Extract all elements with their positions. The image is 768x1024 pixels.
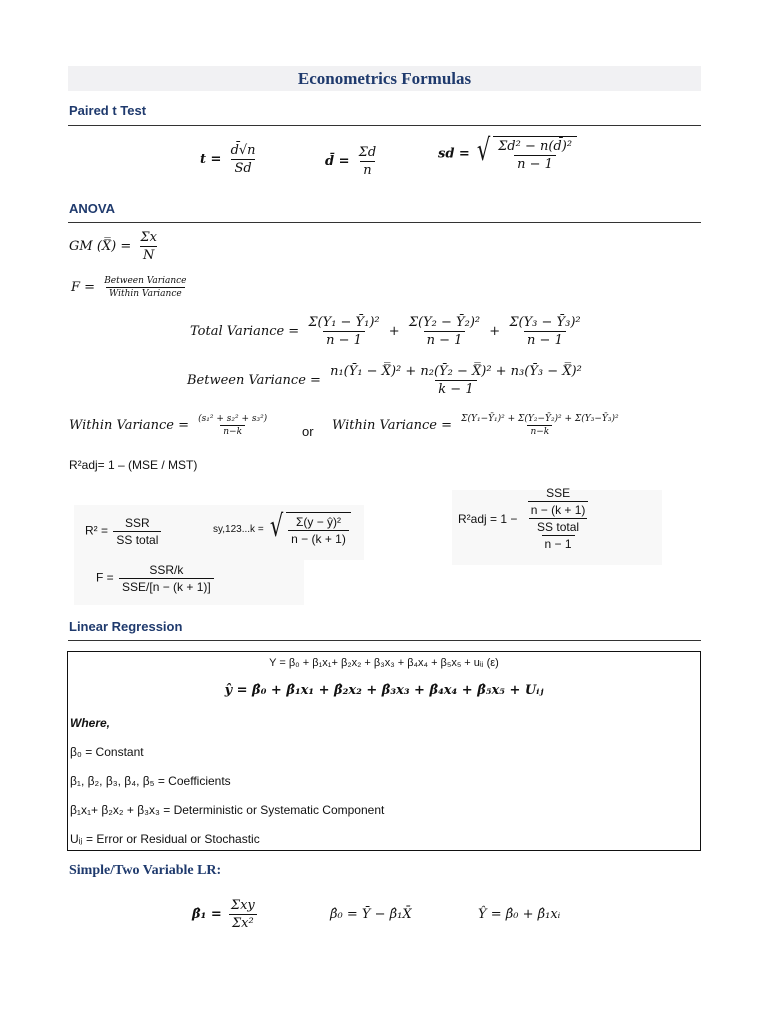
beta0-formula: β̂₀ = Ȳ − β̂₁X̄ <box>330 907 412 922</box>
within-variance-formula-2: Within Variance = $\frac{\text{Σ(Y₁−Ȳ₁)² + Σ(Y₂−Ȳ₂)² + Σ(Y₃−Ȳ₃)²}}{n-k}$ <box>332 414 619 437</box>
r2-adj-mse-formula: R²adj= 1 – (MSE / MST) <box>69 458 198 472</box>
definition-deterministic: β₁x₁+ β₂x₂ + β₃x₃ = Deterministic or Systematic Component <box>70 803 385 817</box>
within-variance-formula-1: Within Variance = $\frac{\text{(s₁² + s₂² + s₃²)}}{n-k}$ <box>69 414 268 437</box>
estimated-regression-equation: ŷ = β̂₀ + β̂₁x₁ + β̂₂x₂ + β̂₃x₃ + β̂₄x₄ + β̂₅x₅ + Uᵢⱼ <box>224 683 544 698</box>
t-statistic-formula: t = $\frac{d̄√n}{Sd}$ <box>200 143 256 176</box>
r-squared-formula: R² = $\frac{\text{SSR}}{\text{SS total}}$ <box>85 516 163 547</box>
predicted-y-formula: Ŷ = β̂₀ + β̂₁xᵢ <box>478 907 561 922</box>
or-text: or <box>302 424 314 439</box>
section-heading-paired-t: Paired t Test <box>69 103 147 118</box>
section-heading-linear-regression: Linear Regression <box>69 619 183 634</box>
standard-error-formula: sy,123...k = √ $\frac{\text{Σ(y − ŷ)²}}{n - (k + 1)}$ <box>213 512 351 546</box>
document-title: Econometrics Formulas <box>297 69 472 88</box>
f-statistic-formula: F = $\frac{\text{SSR/k}}{\text{SSE/[n − (k + 1)]}}$ <box>96 563 216 594</box>
where-label: Where, <box>70 716 111 730</box>
definition-error: Uᵢⱼ = Error or Residual or Stochastic <box>70 832 260 846</box>
section-rule <box>68 222 701 223</box>
definition-coefficients: β₁, β₂, β₃, β₄, β₅ = Coefficients <box>70 774 231 788</box>
definition-constant: β₀ = Constant <box>70 745 144 759</box>
section-heading-anova: ANOVA <box>69 201 115 216</box>
f-ratio-formula: F = $\frac{\text{Between Variance}}{\text{Within Variance}}$ <box>71 276 187 299</box>
linear-regression-box <box>67 651 701 851</box>
section-heading-simple-lr: Simple/Two Variable LR: <box>69 863 222 878</box>
total-variance-formula: Total Variance = $\frac{\text{Σ(Y₁ − Ȳ₁)²}}{n - 1}$ + $\frac{\text{Σ(Y₂ − Ȳ₂)²}}{n - 1}$ + $\frac{\text{Σ(Y₃ − Ȳ₃)²}}{n - 1}$ <box>190 315 581 348</box>
grand-mean-formula: GM (X̿) = $\frac{\Sigma x}{N}$ <box>69 230 157 263</box>
between-variance-formula: Between Variance = $\frac{\text{n₁(Ȳ₁ − X̿)² + n₂(Ȳ₂ − X̿)² + n₃(Ȳ₃ − X̿)²}}{k - 1}$ <box>187 364 582 397</box>
adjusted-r-squared-formula: R²adj = 1 − $\frac{\frac{\text{SSE}}{n - (k + 1)}}{\frac{\text{SS total}}{n - 1}}$ <box>458 486 595 551</box>
sd-formula: sd = √ $\frac{\text{Σd² − n(d̄)²}}{n - 1}$ <box>438 136 577 172</box>
mean-difference-formula: d̄ = $\frac{\Sigma d}{n}$ <box>325 145 377 178</box>
section-rule <box>68 125 701 126</box>
section-rule <box>68 640 701 641</box>
regression-model-equation: Y = β₀ + β₁x₁+ β₂x₂ + β₃x₃ + β₄x₄ + β₅x₅ + uᵢⱼ (ε) <box>269 657 499 669</box>
beta1-formula: β̂₁ = $\frac{\text{Σxy}}{\text{Σx²}}$ <box>192 898 255 931</box>
